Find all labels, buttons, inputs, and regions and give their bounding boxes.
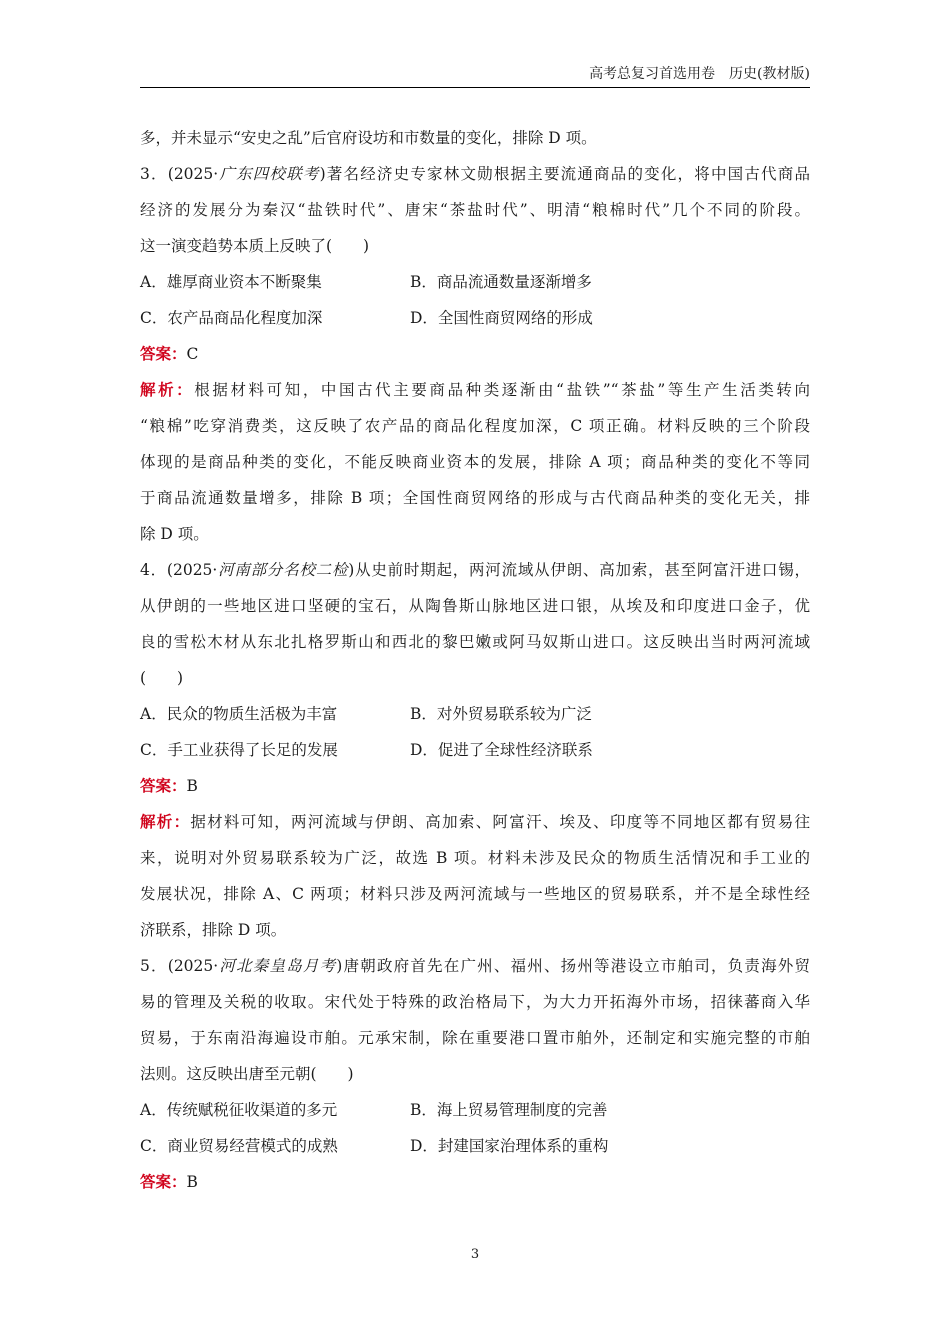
q4-analysis-line-1 <box>140 804 810 840</box>
q5-options-row-2 <box>140 1128 810 1164</box>
q5-number: 5． <box>140 957 168 975</box>
header-rule <box>140 87 810 88</box>
q3-number: 3． <box>140 165 168 183</box>
q3-stem-line-3: 这一演变趋势本质上反映了( ) <box>140 237 370 255</box>
prev-analysis-line: 多，并未显示“安史之乱”后官府设坊和市数量的变化，排除 D 项。 <box>140 129 597 147</box>
q3-analysis-line-3: 体现的是商品种类的变化，不能反映商业资本的发展，排除 A 项；商品种类的变化不等同 <box>140 453 810 471</box>
header-title: 高考总复习首选用卷 历史(教材版) <box>589 66 810 82</box>
q3-options-row-1 <box>140 264 810 300</box>
q5-source: 河北秦皇岛月考 <box>218 957 337 975</box>
q3-stem-line-1 <box>140 156 810 192</box>
q4-stem-line-2: 从伊朗的一些地区进口坚硬的宝石，从陶鲁斯山脉地区进口银，从埃及和印度进口金子，优 <box>140 597 810 615</box>
q4-option-b: B．对外贸易联系较为广泛 <box>410 705 592 723</box>
q4-stem-line-4: ( ) <box>140 669 184 687</box>
q5-options-row-1 <box>140 1092 810 1128</box>
q5-option-d: D．封建国家治理体系的重构 <box>410 1137 609 1155</box>
q5-answer-value: B <box>186 1173 198 1191</box>
q5-answer <box>140 1164 810 1200</box>
q4-answer-value: B <box>186 777 198 795</box>
q4-source-open: (2025· <box>166 561 218 579</box>
page-header <box>140 64 810 84</box>
q3-analysis-line-4: 于商品流通数量增多，排除 B 项；全国性商贸网络的形成与古代商品种类的变化无关，排 <box>140 489 810 507</box>
page-content <box>140 120 810 1200</box>
q3-option-c: C．农产品商品化程度加深 <box>140 309 323 327</box>
q4-analysis-text-1: 据材料可知，两河流域与伊朗、高加索、阿富汗、埃及、印度等不同地区都有贸易往 <box>190 813 810 831</box>
page-number: 3 <box>470 1247 480 1262</box>
q3-option-d: D．全国性商贸网络的形成 <box>410 309 593 327</box>
q4-number: 4． <box>140 561 167 579</box>
q3-option-a: A．雄厚商业资本不断聚集 <box>140 273 322 291</box>
q5-option-a: A．传统赋税征收渠道的多元 <box>140 1101 338 1119</box>
q3-analysis-text-1: 根据材料可知，中国古代主要商品种类逐渐由“盐铁”“茶盐”等生产生活类转向 <box>194 381 810 399</box>
q4-options-row-1 <box>140 696 810 732</box>
q4-option-a: A．民众的物质生活极为丰富 <box>140 705 338 723</box>
q3-analysis-label: 解析： <box>140 380 195 399</box>
q3-answer <box>140 336 810 372</box>
q5-source-open: (2025· <box>167 957 219 975</box>
q3-source: 广东四校联考 <box>218 165 320 183</box>
q4-analysis-line-3: 发展状况，排除 A、C 两项；材料只涉及两河流域与一些地区的贸易联系，并不是全球性经 <box>140 885 810 903</box>
q4-source: 河南部分名校二检 <box>217 561 349 579</box>
q3-answer-value: C <box>186 345 199 363</box>
q3-answer-label: 答案： <box>140 344 187 363</box>
q3-analysis-line-5: 除 D 项。 <box>140 525 209 543</box>
q3-source-open: (2025· <box>167 165 219 183</box>
q5-stem-line-2: 易的管理及关税的收取。宋代处于特殊的政治格局下，为大力开拓海外市场，招徕蕃商入华 <box>140 993 810 1011</box>
q4-analysis-line-4: 济联系，排除 D 项。 <box>140 921 287 939</box>
q5-stem-line-1 <box>140 948 810 984</box>
q5-option-b: B．海上贸易管理制度的完善 <box>410 1101 608 1119</box>
q4-stem-rest: )从史前时期起，两河流域从伊朗、高加索，甚至阿富汗进口锡， <box>348 561 810 579</box>
q5-option-c: C．商业贸易经营模式的成熟 <box>140 1137 338 1155</box>
q3-analysis-line-1 <box>140 372 810 408</box>
q4-analysis-line-2: 来，说明对外贸易联系较为广泛，故选 B 项。材料未涉及民众的物质生活情况和手工业的 <box>140 849 810 867</box>
q4-answer-label: 答案： <box>140 776 187 795</box>
q4-option-d: D．促进了全球性经济联系 <box>410 741 593 759</box>
q5-stem-line-3: 贸易，于东南沿海遍设市舶。元承宋制，除在重要港口置市舶外，还制定和实施完整的市舶 <box>140 1029 810 1047</box>
q5-stem-line-4: 法则。这反映出唐至元朝( ) <box>140 1065 354 1083</box>
q3-option-b: B．商品流通数量逐渐增多 <box>410 273 592 291</box>
q4-options-row-2 <box>140 732 810 768</box>
q5-answer-label: 答案： <box>140 1172 187 1191</box>
q3-analysis-line-2: “粮棉”吃穿消费类，这反映了农产品的商品化程度加深，C 项正确。材料反映的三个阶段 <box>140 417 810 435</box>
q4-option-c: C．手工业获得了长足的发展 <box>140 741 338 759</box>
q4-analysis-label: 解析： <box>140 812 191 831</box>
q3-stem-rest: )著名经济史专家林文勋根据主要流通商品的变化，将中国古代商品 <box>319 165 810 183</box>
q4-stem-line-1 <box>140 552 810 588</box>
q4-stem-line-3: 良的雪松木材从东北扎格罗斯山和西北的黎巴嫩或阿马奴斯山进口。这反映出当时两河流域 <box>140 633 810 651</box>
q5-stem-rest: )唐朝政府首先在广州、福州、扬州等港设立市舶司，负责海外贸 <box>336 957 810 975</box>
q4-answer <box>140 768 810 804</box>
q3-stem-line-2: 经济的发展分为秦汉“盐铁时代”、唐宋“茶盐时代”、明清“粮棉时代”几个不同的阶段。 <box>140 201 810 219</box>
q3-options-row-2 <box>140 300 810 336</box>
